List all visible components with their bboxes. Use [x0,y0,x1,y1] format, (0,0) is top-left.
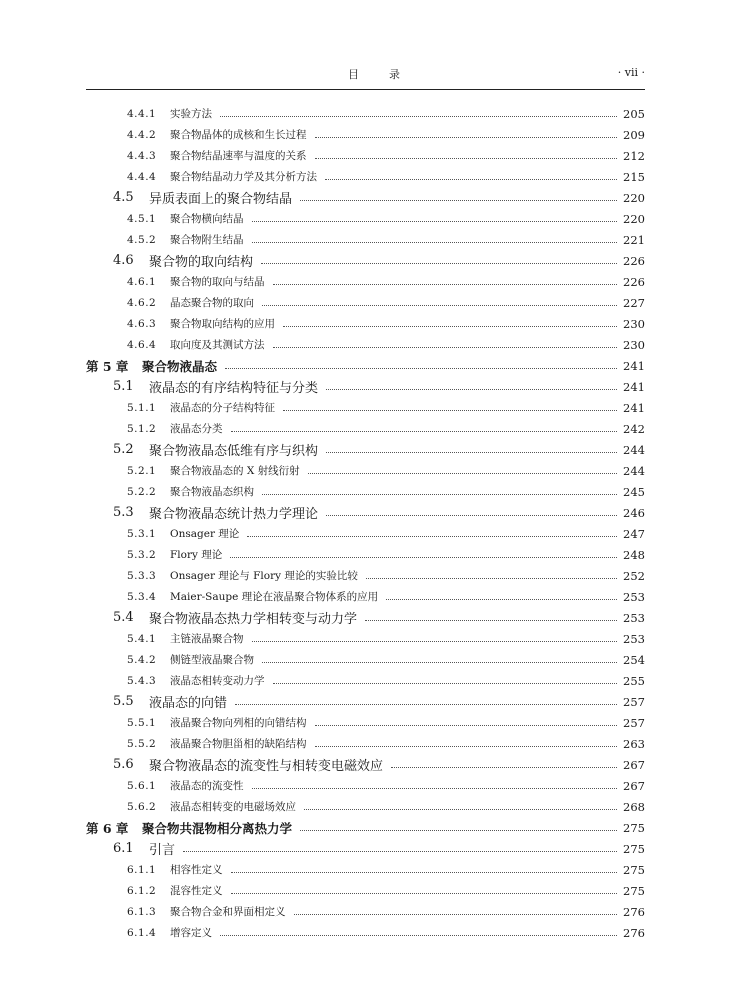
toc-chapter-entry [86,817,645,838]
entry-number: 4.6.3 [127,317,157,330]
toc-section-entry [86,376,645,397]
entry-leader-dots [315,148,618,159]
entry-leader-dots [261,253,617,264]
entry-page-number: 253 [623,631,645,646]
entry-number: 5.4.1 [127,632,157,645]
entry-number: 4.6 [113,253,134,268]
entry-title: 聚合物结晶速率与温度的关系 [170,150,307,162]
toc-section-entry [86,691,645,712]
entry-title: 聚合物合金和界面相定义 [170,906,286,918]
entry-title: 聚合物液晶态的 X 射线衍射 [170,465,300,477]
entry-leader-dots [315,127,618,138]
toc-subsection-entry [86,124,645,145]
toc-subsection-entry [86,103,645,124]
entry-page-number: 257 [623,694,645,709]
toc-subsection-entry [86,922,645,943]
entry-leader-dots [231,421,618,432]
entry-title: 液晶态的流变性 [170,780,244,792]
entry-leader-dots [262,484,617,495]
entry-leader-dots [247,526,617,537]
entry-number: 第 5 章 [86,358,129,374]
toc-section-entry [86,439,645,460]
entry-page-number: 255 [623,673,645,688]
entry-page-number: 275 [623,883,645,898]
entry-number: 5.1.2 [127,422,157,435]
entry-number: 5.2 [113,442,134,457]
toc-subsection-entry [86,292,645,313]
header-title [348,66,400,82]
toc-subsection-entry [86,313,645,334]
entry-leader-dots [294,904,618,915]
entry-title: 液晶态的有序结构特征与分类 [149,381,319,396]
entry-title: 主链液晶聚合物 [170,633,244,645]
entry-number: 6.1.1 [127,863,157,876]
entry-page-number: 275 [623,820,645,835]
entry-title: 液晶态分类 [170,423,223,435]
entry-title: 液晶态的分子结构特征 [170,402,275,414]
entry-title: Flory 理论 [170,549,223,561]
entry-number: 6.1.4 [127,926,157,939]
entry-leader-dots [283,316,617,327]
entry-title: 聚合物结晶动力学及其分析方法 [170,171,317,183]
entry-number: 第 6 章 [86,820,129,836]
entry-page-number: 244 [623,463,645,478]
entry-leader-dots [183,841,617,852]
entry-title: 聚合物液晶态统计热力学理论 [149,507,319,522]
entry-leader-dots [262,295,617,306]
entry-number: 4.4.4 [127,170,157,183]
entry-title: 液晶态相转变的电磁场效应 [170,801,296,813]
toc-subsection-entry [86,397,645,418]
entry-title: Maier-Saupe 理论在液晶聚合物体系的应用 [170,591,379,603]
entry-title: 聚合物共混物相分离热力学 [142,820,293,836]
entry-page-number: 220 [623,190,645,205]
entry-page-number: 205 [623,106,645,121]
toc-subsection-entry [86,586,645,607]
entry-title: 液晶态的向错 [149,696,228,711]
entry-title: 相容性定义 [170,864,223,876]
toc-chapter-entry [86,355,645,376]
entry-number: 6.1 [113,841,134,856]
toc-subsection-entry [86,334,645,355]
entry-number: 5.4.2 [127,653,157,666]
entry-number: 5.3.2 [127,548,157,561]
entry-title: Onsager 理论与 Flory 理论的实验比较 [170,570,358,582]
entry-page-number: 241 [623,358,645,373]
entry-number: 4.4.1 [127,107,157,120]
entry-title: 混容性定义 [170,885,223,897]
entry-page-number: 227 [623,295,645,310]
toc-subsection-entry [86,649,645,670]
toc-subsection-entry [86,481,645,502]
entry-number: 4.6.4 [127,338,157,351]
entry-title: 聚合物液晶态织构 [170,486,254,498]
entry-number: 5.6 [113,757,134,772]
entry-leader-dots [326,442,617,453]
entry-page-number: 245 [623,484,645,499]
entry-title: 聚合物的取向结构 [149,255,254,270]
entry-page-number: 276 [623,925,645,940]
entry-page-number: 241 [623,379,645,394]
entry-title: 聚合物附生结晶 [170,234,244,246]
entry-page-number: 253 [623,589,645,604]
entry-leader-dots [283,400,617,411]
toc-subsection-entry [86,628,645,649]
entry-page-number: 242 [623,421,645,436]
toc-subsection-entry [86,166,645,187]
entry-number: 5.5 [113,694,134,709]
entry-page-number: 268 [623,799,645,814]
entry-page-number: 248 [623,547,645,562]
entry-number: 5.4.3 [127,674,157,687]
entry-page-number: 275 [623,862,645,877]
entry-page-number: 254 [623,652,645,667]
entry-page-number: 230 [623,316,645,331]
entry-page-number: 257 [623,715,645,730]
entry-leader-dots [262,652,617,663]
entry-page-number: 253 [623,610,645,625]
entry-title: 取向度及其测试方法 [170,339,265,351]
entry-leader-dots [225,358,617,369]
entry-page-number: 226 [623,253,645,268]
entry-number: 5.3 [113,505,134,520]
toc-subsection-entry [86,859,645,880]
entry-page-number: 252 [623,568,645,583]
header-page-number: · vii · [617,66,645,79]
entry-title: 聚合物横向结晶 [170,213,244,225]
entry-number: 5.5.1 [127,716,157,729]
entry-title: 聚合物液晶态低维有序与织构 [149,444,319,459]
entry-leader-dots [231,883,618,894]
toc-subsection-entry [86,145,645,166]
toc-subsection-entry [86,271,645,292]
entry-page-number: 275 [623,841,645,856]
entry-title: 侧链型液晶聚合物 [170,654,254,666]
entry-page-number: 220 [623,211,645,226]
entry-title: 液晶态相转变动力学 [170,675,265,687]
entry-title: 增容定义 [170,927,212,939]
entry-leader-dots [273,337,618,348]
entry-leader-dots [326,379,617,390]
entry-leader-dots [252,778,618,789]
table-of-contents [86,103,645,943]
entry-page-number: 212 [623,148,645,163]
entry-number: 4.4.3 [127,149,157,162]
toc-subsection-entry [86,901,645,922]
entry-title: 液晶聚合物向列相的向错结构 [170,717,307,729]
entry-number: 5.2.1 [127,464,157,477]
toc-subsection-entry [86,418,645,439]
entry-title: 实验方法 [170,108,212,120]
entry-leader-dots [365,610,617,621]
entry-number: 5.3.1 [127,527,157,540]
entry-title: 异质表面上的聚合物结晶 [149,192,293,207]
entry-title: 聚合物取向结构的应用 [170,318,275,330]
toc-subsection-entry [86,208,645,229]
entry-leader-dots [300,820,617,831]
toc-subsection-entry [86,229,645,250]
toc-subsection-entry [86,670,645,691]
entry-leader-dots [252,211,618,222]
running-header [86,66,645,86]
entry-page-number: 247 [623,526,645,541]
entry-title: 聚合物液晶态 [142,358,218,374]
entry-title: Onsager 理论 [170,528,240,540]
entry-number: 5.4 [113,610,134,625]
entry-number: 6.1.2 [127,884,157,897]
entry-number: 5.1.1 [127,401,157,414]
entry-leader-dots [366,568,617,579]
entry-leader-dots [273,274,618,285]
entry-title: 液晶聚合物胆甾相的缺陷结构 [170,738,307,750]
entry-number: 5.1 [113,379,134,394]
entry-leader-dots [252,631,618,642]
entry-leader-dots [308,463,617,474]
entry-page-number: 209 [623,127,645,142]
toc-section-entry [86,187,645,208]
entry-page-number: 276 [623,904,645,919]
entry-leader-dots [220,925,617,936]
toc-section-entry [86,250,645,271]
entry-leader-dots [304,799,617,810]
entry-leader-dots [391,757,617,768]
entry-leader-dots [315,736,618,747]
entry-number: 5.2.2 [127,485,157,498]
entry-leader-dots [386,589,617,600]
entry-leader-dots [230,547,617,558]
entry-title: 聚合物液晶态的流变性与相转变电磁效应 [149,759,384,774]
entry-title: 引言 [149,843,176,858]
entry-number: 4.6.1 [127,275,157,288]
entry-leader-dots [300,190,617,201]
entry-leader-dots [315,715,618,726]
entry-title: 聚合物晶体的成核和生长过程 [170,129,307,141]
entry-number: 5.3.4 [127,590,157,603]
entry-page-number: 267 [623,757,645,772]
entry-title: 晶态聚合物的取向 [170,297,254,309]
toc-subsection-entry [86,544,645,565]
toc-section-entry [86,754,645,775]
toc-subsection-entry [86,880,645,901]
toc-subsection-entry [86,565,645,586]
toc-section-entry [86,607,645,628]
entry-title: 聚合物的取向与结晶 [170,276,265,288]
entry-number: 4.5 [113,190,134,205]
entry-page-number: 230 [623,337,645,352]
toc-subsection-entry [86,775,645,796]
entry-number: 4.6.2 [127,296,157,309]
entry-page-number: 263 [623,736,645,751]
entry-number: 5.3.3 [127,569,157,582]
entry-page-number: 241 [623,400,645,415]
entry-page-number: 246 [623,505,645,520]
header-title-right: 录 [389,68,400,81]
entry-page-number: 267 [623,778,645,793]
header-rule [86,89,645,90]
entry-leader-dots [325,169,617,180]
entry-leader-dots [231,862,618,873]
entry-number: 4.5.1 [127,212,157,225]
toc-subsection-entry [86,460,645,481]
entry-number: 5.5.2 [127,737,157,750]
entry-number: 6.1.3 [127,905,157,918]
toc-subsection-entry [86,523,645,544]
entry-page-number: 244 [623,442,645,457]
toc-subsection-entry [86,712,645,733]
entry-leader-dots [273,673,618,684]
entry-leader-dots [235,694,617,705]
entry-title: 聚合物液晶态热力学相转变与动力学 [149,612,358,627]
entry-page-number: 221 [623,232,645,247]
toc-subsection-entry [86,796,645,817]
entry-leader-dots [220,106,617,117]
entry-leader-dots [252,232,618,243]
header-title-left: 目 [348,68,359,81]
toc-section-entry [86,838,645,859]
entry-page-number: 215 [623,169,645,184]
entry-number: 5.6.2 [127,800,157,813]
entry-number: 5.6.1 [127,779,157,792]
entry-leader-dots [326,505,617,516]
toc-section-entry [86,502,645,523]
entry-page-number: 226 [623,274,645,289]
entry-number: 4.4.2 [127,128,157,141]
entry-number: 4.5.2 [127,233,157,246]
toc-subsection-entry [86,733,645,754]
